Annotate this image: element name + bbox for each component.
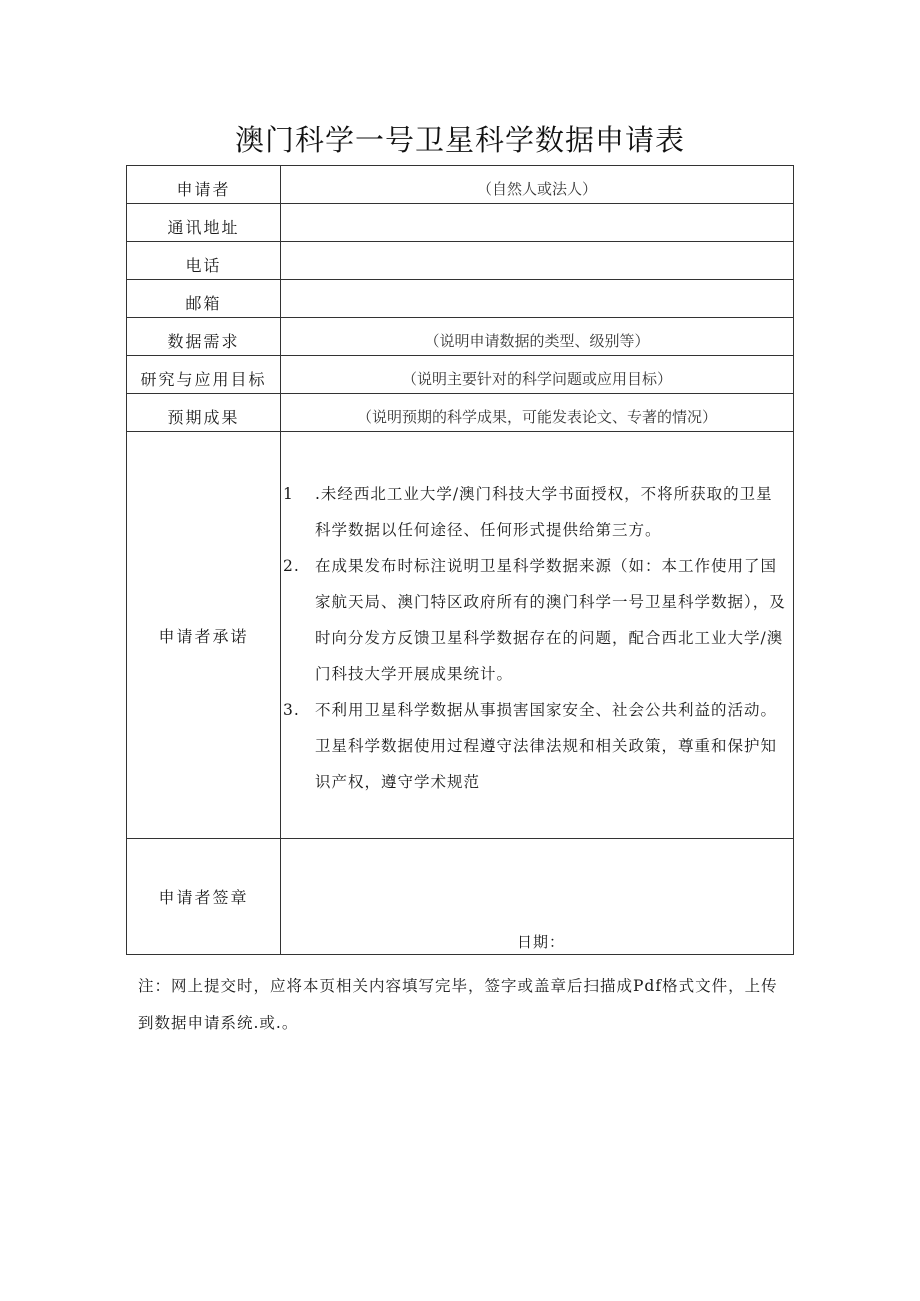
table-row: [127, 166, 794, 204]
applicant-field[interactable]: （自然人或法人）: [281, 166, 794, 204]
applicant-label: 申请者: [127, 166, 281, 204]
table-row: [127, 280, 794, 318]
phone-label: 电话: [127, 242, 281, 280]
pledge-item: [281, 476, 793, 548]
table-row: [127, 839, 794, 955]
signature-label: 申请者签章: [127, 839, 281, 955]
data-requirement-label: 数据需求: [127, 318, 281, 356]
research-goal-label: 研究与应用目标: [127, 356, 281, 394]
expected-results-label: 预期成果: [127, 394, 281, 432]
pledge-content: [281, 432, 794, 839]
pledge-item-number: 3.: [283, 701, 300, 719]
pledge-item-number: 2.: [283, 557, 300, 575]
table-row: [127, 432, 794, 839]
date-label: 日期：: [517, 933, 566, 951]
pledge-item: [281, 692, 793, 800]
table-row: [127, 242, 794, 280]
email-label: 邮箱: [127, 280, 281, 318]
pledge-item-text: .未经西北工业大学/澳门科技大学书面授权，不将所获取的卫星科学数据以任何途径、任何形式提供给第三方。: [315, 485, 773, 539]
data-requirement-field[interactable]: （说明申请数据的类型、级别等）: [281, 318, 794, 356]
signature-field[interactable]: [281, 839, 794, 955]
phone-field[interactable]: [281, 242, 794, 280]
table-row: [127, 204, 794, 242]
table-row: [127, 356, 794, 394]
pledge-item-text: 不利用卫星科学数据从事损害国家安全、社会公共利益的活动。卫星科学数据使用过程遵守法律法规和相关政策，尊重和保护知识产权，遵守学术规范: [315, 701, 778, 791]
pledge-item-number: 1: [283, 485, 294, 503]
pledge-item-text: 在成果发布时标注说明卫星科学数据来源（如：本工作使用了国家航天局、澳门特区政府所有的澳门科学一号卫星科学数据），及时向分发方反馈卫星科学数据存在的问题，配合西北工业大学/澳门科技大学开展成果统计。: [315, 557, 786, 683]
table-row: [127, 394, 794, 432]
table-row: [127, 318, 794, 356]
submission-note: 注：网上提交时，应将本页相关内容填写完毕，签字或盖章后扫描成Pdf格式文件，上传到数据申请系统.或.。: [138, 977, 778, 1032]
research-goal-field[interactable]: （说明主要针对的科学问题或应用目标）: [281, 356, 794, 394]
expected-results-field[interactable]: （说明预期的科学成果，可能发表论文、专著的情况）: [281, 394, 794, 432]
email-field[interactable]: [281, 280, 794, 318]
pledge-item: [281, 548, 793, 692]
application-form-table: [126, 165, 794, 955]
address-label: 通讯地址: [127, 204, 281, 242]
pledge-label: 申请者承诺: [127, 432, 281, 839]
form-title: 澳门科学一号卫星科学数据申请表: [234, 123, 685, 157]
address-field[interactable]: [281, 204, 794, 242]
